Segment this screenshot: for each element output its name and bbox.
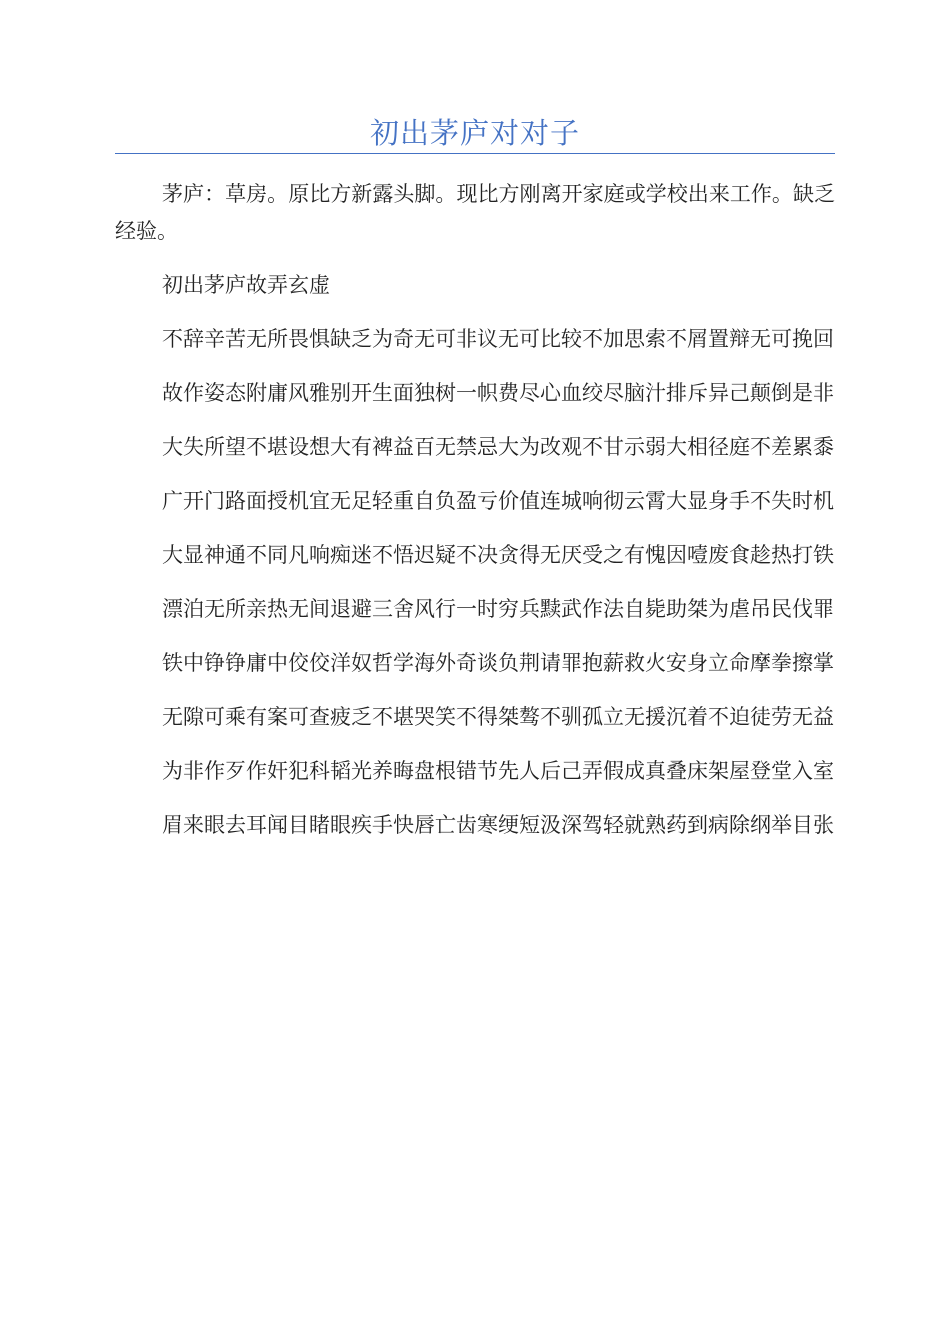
title-underline — [115, 153, 835, 154]
paragraph-definition: 茅庐：草房。原比方新露头脚。现比方刚离开家庭或学校出来工作。缺乏经验。 — [115, 182, 835, 243]
paragraph-idioms: 广开门路面授机宜无足轻重自负盈亏价值连城响彻云霄大显身手不失时机 — [162, 489, 834, 513]
paragraph-idioms: 大显神通不同凡响痴迷不悟迟疑不决贪得无厌受之有愧因噎废食趁热打铁 — [162, 543, 834, 567]
paragraph-idioms: 不辞辛苦无所畏惧缺乏为奇无可非议无可比较不加思索不屑置辩无可挽回 — [162, 327, 834, 351]
paragraph-idioms: 为非作歹作奸犯科韬光养晦盘根错节先人后己弄假成真叠床架屋登堂入室 — [162, 759, 834, 783]
paragraph-heading-couplet: 初出茅庐故弄玄虚 — [162, 273, 330, 297]
paragraph-idioms: 眉来眼去耳闻目睹眼疾手快唇亡齿寒绠短汲深驾轻就熟药到病除纲举目张 — [162, 813, 834, 837]
paragraph-idioms: 无隙可乘有案可查疲乏不堪哭笑不得桀骜不驯孤立无援沉着不迫徒劳无益 — [162, 705, 834, 729]
document-body — [115, 176, 835, 861]
document-title: 初出茅庐对对子 — [369, 116, 580, 150]
paragraph-idioms: 大失所望不堪设想大有裨益百无禁忌大为改观不甘示弱大相径庭不差累黍 — [162, 435, 834, 459]
paragraph-idioms: 漂泊无所亲热无间退避三舍风行一时穷兵黩武作法自毙助桀为虐吊民伐罪 — [162, 597, 834, 621]
paragraph-idioms: 故作姿态附庸风雅别开生面独树一帜费尽心血绞尽脑汁排斥异己颠倒是非 — [162, 381, 834, 405]
paragraph-idioms: 铁中铮铮庸中佼佼洋奴哲学海外奇谈负荆请罪抱薪救火安身立命摩拳擦掌 — [162, 651, 834, 675]
